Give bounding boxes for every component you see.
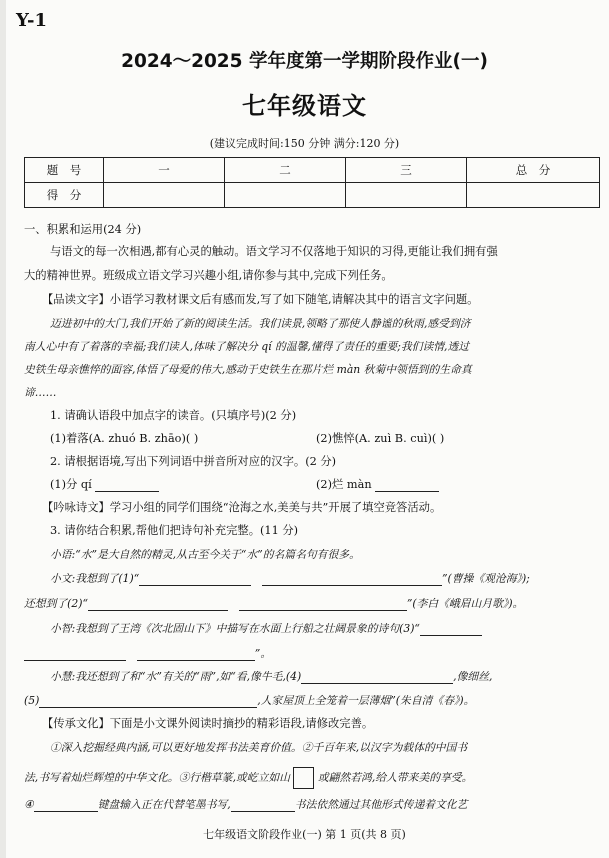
chuancheng-heading: 【传承文化】下面是小文课外阅读时摘抄的精彩语段,请修改完善。 [42,717,374,730]
question-option[interactable]: (1)着落(A. zhuó B. zhāo)( ) [50,432,199,445]
question-stem: 1. 请确认语段中加点字的读音。(只填序号)(2 分) [50,409,297,422]
score-input-cell[interactable] [104,183,225,208]
subject-title: 七年级语文 [242,92,367,120]
answer-blank[interactable] [88,610,228,611]
question-item-label: (1)分 qí [50,478,92,491]
essay-line: 史铁生母亲憔悴的面容,体悟了母爱的伟大,感动于史铁生在那片烂 màn 秋菊中领悟到的生命真 [24,363,472,376]
culture-line [24,797,467,812]
question-stem: 3. 请你结合积累,帮他们把诗句补充完整。(11 分) [50,524,299,537]
dialogue-text: ”。 [254,647,272,660]
score-table [24,157,600,208]
score-table-score-row [25,183,600,208]
section-heading: 一、积累和运用(24 分) [24,223,142,236]
dialogue-line: 小语:“水”是大自然的精灵,从古至今关于“水”的名篇名句有很多。 [50,548,360,561]
culture-text: ④ [24,798,34,811]
answer-blank[interactable] [420,635,482,636]
essay-line: 南人心中有了着落的幸福;我们读人,体味了解决分 qí 的温馨,懂得了责任的重要;我们读情,透过 [24,340,470,353]
scan-edge [0,0,6,858]
dialogue-text: ”(曹操《观沧海》); [442,572,530,585]
dialogue-line [50,621,482,636]
culture-line: ①深入挖掘经典内涵,可以更好地发挥书法美育价值。②千百年来,以汉字为载体的中国书 [50,741,468,754]
intro-line: 大的精神世界。班级成立语文学习兴趣小组,请你参与其中,完成下列任务。 [24,269,393,282]
score-input-cell[interactable] [467,183,600,208]
dialogue-text: 小慧:我还想到了和“水”有关的“雨”,如“看,像牛毛,(4) [50,670,302,683]
dialogue-text: 小文:我想到了(1)“ [50,572,140,585]
culture-text: 法,书写着灿烂辉煌的中华文化。③行楷草篆,或屹立如山 [24,771,290,784]
pindu-heading: 【品读文字】小语学习教材课文后有感而发,写了如下随笔,请解决其中的语言文字问题。 [42,293,479,306]
question-item [50,477,159,492]
essay-line: 迈进初中的大门,我们开始了新的阅读生活。我们读景,领略了那使人静谧的秋雨,感受到济 [50,317,471,330]
intro-line: 与语文的每一次相遇,都有心灵的触动。语文学习不仅落地于知识的习得,更能让我们拥有强 [50,245,498,258]
score-cell: 一 [104,158,225,183]
score-input-cell[interactable] [346,183,467,208]
exam-title: 2024～2025 学年度第一学期阶段作业(一) [121,51,488,72]
answer-blank[interactable] [375,491,439,492]
dialogue-line [24,596,523,611]
answer-blank[interactable] [137,660,255,661]
dialogue-text: ”(李白《峨眉山月歌》)。 [406,597,524,610]
dialogue-text: ,人家屋顶上全笼着一层薄烟”(朱自清《春》)。 [257,694,475,707]
dialogue-line [50,669,492,684]
score-cell: 三 [346,158,467,183]
punctuation-box[interactable] [293,767,314,789]
score-cell: 总 分 [467,158,600,183]
culture-text: 书法依然通过其他形式传递着文化艺 [294,798,468,811]
dialogue-line [50,571,530,586]
dialogue-text: 还想到了(2)“ [24,597,89,610]
answer-blank[interactable] [262,585,442,586]
dialogue-text: (5) [24,694,40,707]
score-table-header-row [25,158,600,183]
score-input-cell[interactable] [225,183,346,208]
answer-blank[interactable] [39,707,257,708]
dialogue-line [24,693,474,708]
dialogue-text: ,像细丝, [453,670,493,683]
question-stem: 2. 请根据语境,写出下列词语中拼音所对应的汉字。(2 分) [50,455,337,468]
yinyong-heading: 【吟咏诗文】学习小组的同学们围绕“沧海之水,美美与共”开展了填空竞答活动。 [42,501,442,514]
exam-meta: (建议完成时间:150 分钟 满分:120 分) [209,137,400,150]
answer-blank[interactable] [139,585,251,586]
culture-text: 键盘输入正在代替笔墨书写, [97,798,231,811]
question-item [316,477,439,492]
essay-line: 谛…… [24,386,57,399]
question-option[interactable]: (2)憔悴(A. zuì B. cuì)( ) [316,432,445,445]
score-cell: 二 [225,158,346,183]
answer-blank[interactable] [34,811,98,812]
answer-blank[interactable] [231,811,295,812]
score-cell: 得 分 [25,183,104,208]
culture-text: 或翩然若鸿,给人带来美的享受。 [317,771,473,784]
answer-blank[interactable] [95,491,159,492]
dialogue-line [24,646,271,661]
page-footer: 七年级语文阶段作业(一) 第 1 页(共 8 页) [203,828,406,841]
answer-blank[interactable] [24,660,126,661]
series-code: Y-1 [16,10,48,31]
culture-line [24,767,472,789]
answer-blank[interactable] [301,683,453,684]
score-cell: 题 号 [25,158,104,183]
dialogue-text: 小智:我想到了王湾《次北固山下》中描写在水面上行船之壮阔景象的诗句(3)“ [50,622,420,635]
answer-blank[interactable] [239,610,407,611]
question-item-label: (2)烂 màn [316,478,372,491]
